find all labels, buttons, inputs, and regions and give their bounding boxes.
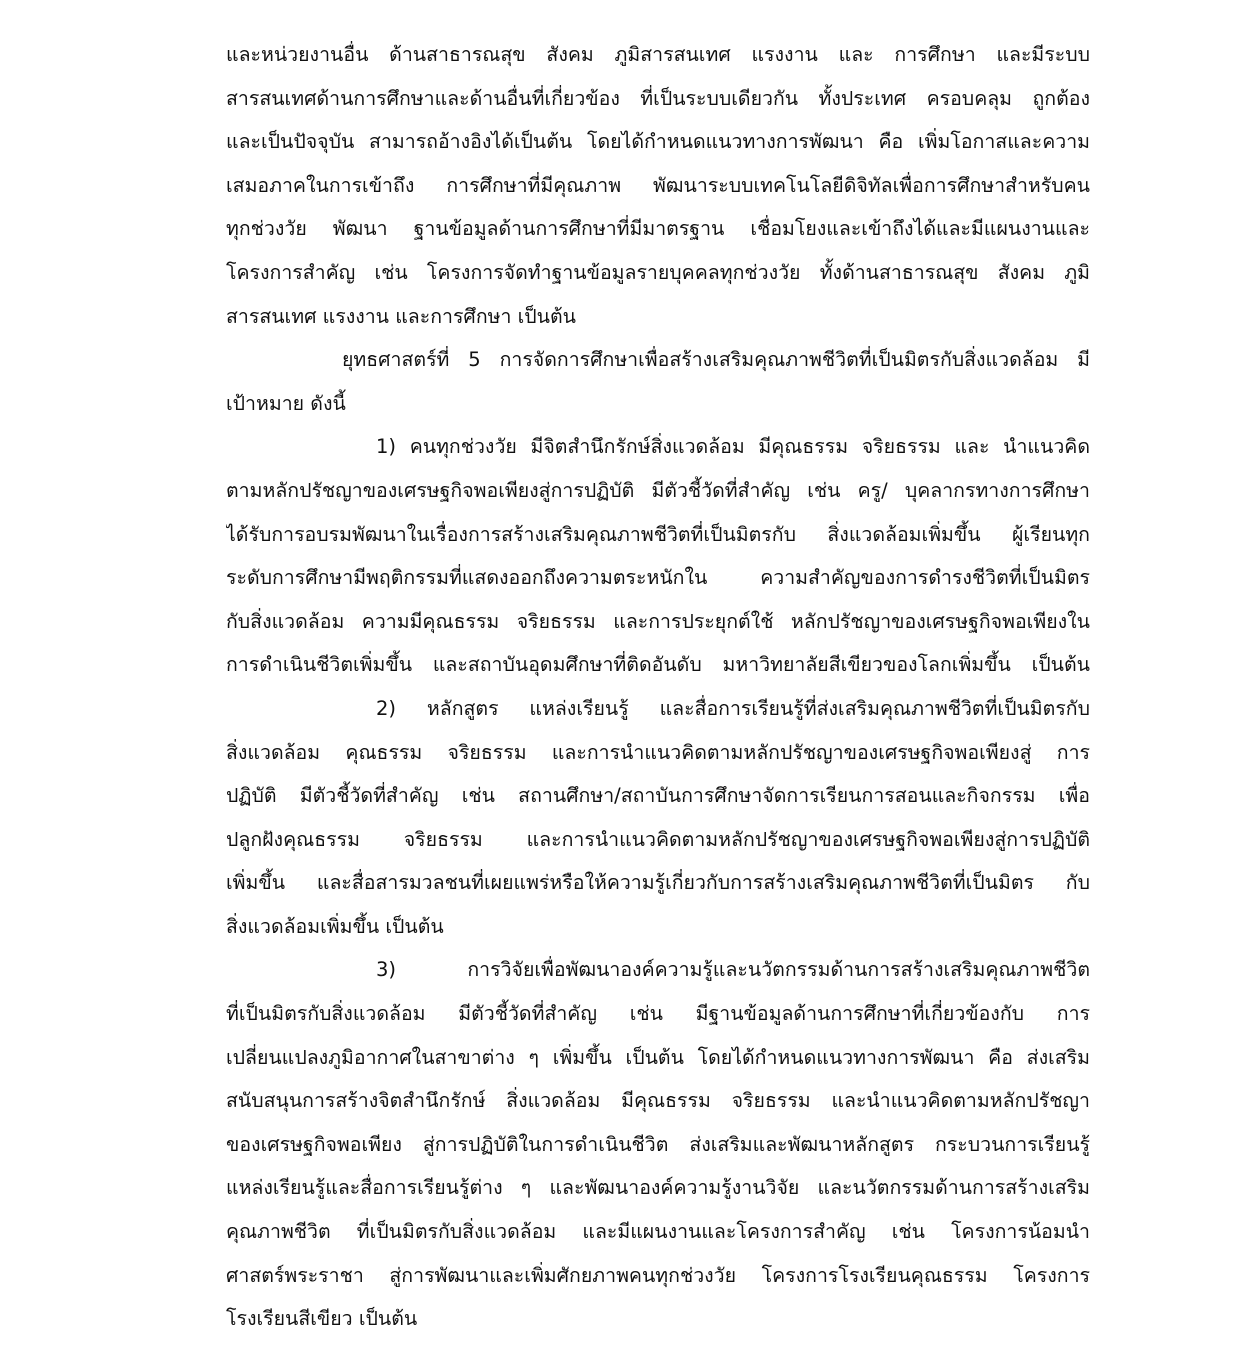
- text-line: ได้รับการอบรมพัฒนาในเรื่องการสร้างเสริมคุณภาพชีวิตที่เป็นมิตรกับ สิ่งแวดล้อมเพิ่มขึ้น ผู้เรียนทุก: [226, 522, 1090, 546]
- text-line: แหล่งเรียนรู้และสื่อการเรียนรู้ต่าง ๆ และพัฒนาองค์ความรู้งานวิจัย และนวัตกรรมด้านการสร้างเสริม: [226, 1176, 1090, 1200]
- text-line: ระดับการศึกษามีพฤติกรรมที่แสดงออกถึงความตระหนักใน ความสำคัญของการดำรงชีวิตที่เป็นมิตร: [226, 566, 1090, 590]
- text-line: เสมอภาคในการเข้าถึง การศึกษาที่มีคุณภาพ พัฒนาระบบเทคโนโลยีดิจิทัลเพื่อการศึกษาสำหรับคน: [226, 173, 1090, 197]
- text-line: เปลี่ยนแปลงภูมิอากาศในสาขาต่าง ๆ เพิ่มขึ้น เป็นต้น โดยได้กำหนดแนวทางการพัฒนา คือ ส่งเสริม: [226, 1045, 1090, 1069]
- text-line: ทุกช่วงวัย พัฒนา ฐานข้อมูลด้านการศึกษาที่มีมาตรฐาน เชื่อมโยงและเข้าถึงได้และมีแผนงานและ: [226, 217, 1090, 241]
- text-line: โครงการสำคัญ เช่น โครงการจัดทำฐานข้อมูลรายบุคคลทุกช่วงวัย ทั้งด้านสาธารณสุข สังคม ภูมิ: [226, 260, 1090, 284]
- text-line: 1) คนทุกช่วงวัย มีจิตสำนึกรักษ์สิ่งแวดล้อม มีคุณธรรม จริยธรรม และ นำแนวคิด: [376, 435, 1090, 459]
- text-line: สิ่งแวดล้อม คุณธรรม จริยธรรม และการนำแนวคิดตามหลักปรัชญาของเศรษฐกิจพอเพียงสู่ การ: [226, 740, 1090, 764]
- text-line: สารสนเทศ แรงงาน และการศึกษา เป็นต้น: [226, 304, 576, 328]
- text-line: ตามหลักปรัชญาของเศรษฐกิจพอเพียงสู่การปฏิบัติ มีตัวชี้วัดที่สำคัญ เช่น ครู/ บุคลากรทางการศึกษา: [226, 478, 1090, 502]
- text-line: ศาสตร์พระราชา สู่การพัฒนาและเพิ่มศักยภาพคนทุกช่วงวัย โครงการโรงเรียนคุณธรรม โครงการ: [226, 1263, 1090, 1287]
- text-line: เพิ่มขึ้น และสื่อสารมวลชนที่เผยแพร่หรือให้ความรู้เกี่ยวกับการสร้างเสริมคุณภาพชีวิตที่เป็นมิตร กับ: [226, 871, 1090, 895]
- text-line: กับสิ่งแวดล้อม ความมีคุณธรรม จริยธรรม และการประยุกต์ใช้ หลักปรัชญาของเศรษฐกิจพอเพียงใน: [226, 609, 1090, 633]
- text-line: โรงเรียนสีเขียว เป็นต้น: [226, 1307, 418, 1331]
- text-line: การดำเนินชีวิตเพิ่มขึ้น และสถาบันอุดมศึกษาที่ติดอันดับ มหาวิทยาลัยสีเขียวของโลกเพิ่มขึ้น เป็นต้น: [226, 653, 1090, 677]
- text-line: ยุทธศาสตร์ที่ 5 การจัดการศึกษาเพื่อสร้างเสริมคุณภาพชีวิตที่เป็นมิตรกับสิ่งแวดล้อม มี: [342, 348, 1090, 372]
- text-line: 3) การวิจัยเพื่อพัฒนาองค์ความรู้และนวัตกรรมด้านการสร้างเสริมคุณภาพชีวิต: [376, 958, 1090, 982]
- text-line: คุณภาพชีวิต ที่เป็นมิตรกับสิ่งแวดล้อม และมีแผนงานและโครงการสำคัญ เช่น โครงการน้อมนำ: [226, 1220, 1090, 1244]
- text-line: สนับสนุนการสร้างจิตสำนึกรักษ์ สิ่งแวดล้อม มีคุณธรรม จริยธรรม และนำแนวคิดตามหลักปรัชญา: [226, 1089, 1090, 1113]
- text-line: 2) หลักสูตร แหล่งเรียนรู้ และสื่อการเรียนรู้ที่ส่งเสริมคุณภาพชีวิตที่เป็นมิตรกับ: [376, 696, 1090, 720]
- text-line: เป้าหมาย ดังนี้: [226, 391, 346, 415]
- text-line: ปฏิบัติ มีตัวชี้วัดที่สำคัญ เช่น สถานศึกษา/สถาบันการศึกษาจัดการเรียนการสอนและกิจกรรม เพื่อ: [226, 784, 1090, 808]
- text-line: และหน่วยงานอื่น ด้านสาธารณสุข สังคม ภูมิสารสนเทศ แรงงาน และ การศึกษา และมีระบบ: [226, 43, 1090, 66]
- text-line: และเป็นปัจจุบัน สามารถอ้างอิงได้เป็นต้น โดยได้กำหนดแนวทางการพัฒนา คือ เพิ่มโอกาสและความ: [226, 130, 1090, 154]
- text-line: ปลูกฝังคุณธรรม จริยธรรม และการนำแนวคิดตามหลักปรัชญาของเศรษฐกิจพอเพียงสู่การปฏิบัติ: [226, 827, 1090, 851]
- text-line: ที่เป็นมิตรกับสิ่งแวดล้อม มีตัวชี้วัดที่สำคัญ เช่น มีฐานข้อมูลด้านการศึกษาที่เกี่ยวข้องกับ การ: [226, 1002, 1090, 1026]
- text-line: ของเศรษฐกิจพอเพียง สู่การปฏิบัติในการดำเนินชีวิต ส่งเสริมและพัฒนาหลักสูตร กระบวนการเรียนรู้: [226, 1132, 1090, 1156]
- document-body: [226, 33, 1090, 1341]
- text-line: สารสนเทศด้านการศึกษาและด้านอื่นที่เกี่ยวข้อง ที่เป็นระบบเดียวกัน ทั้งประเทศ ครอบคลุม ถูกต้อง: [226, 86, 1090, 110]
- text-line: สิ่งแวดล้อมเพิ่มขึ้น เป็นต้น: [226, 914, 444, 938]
